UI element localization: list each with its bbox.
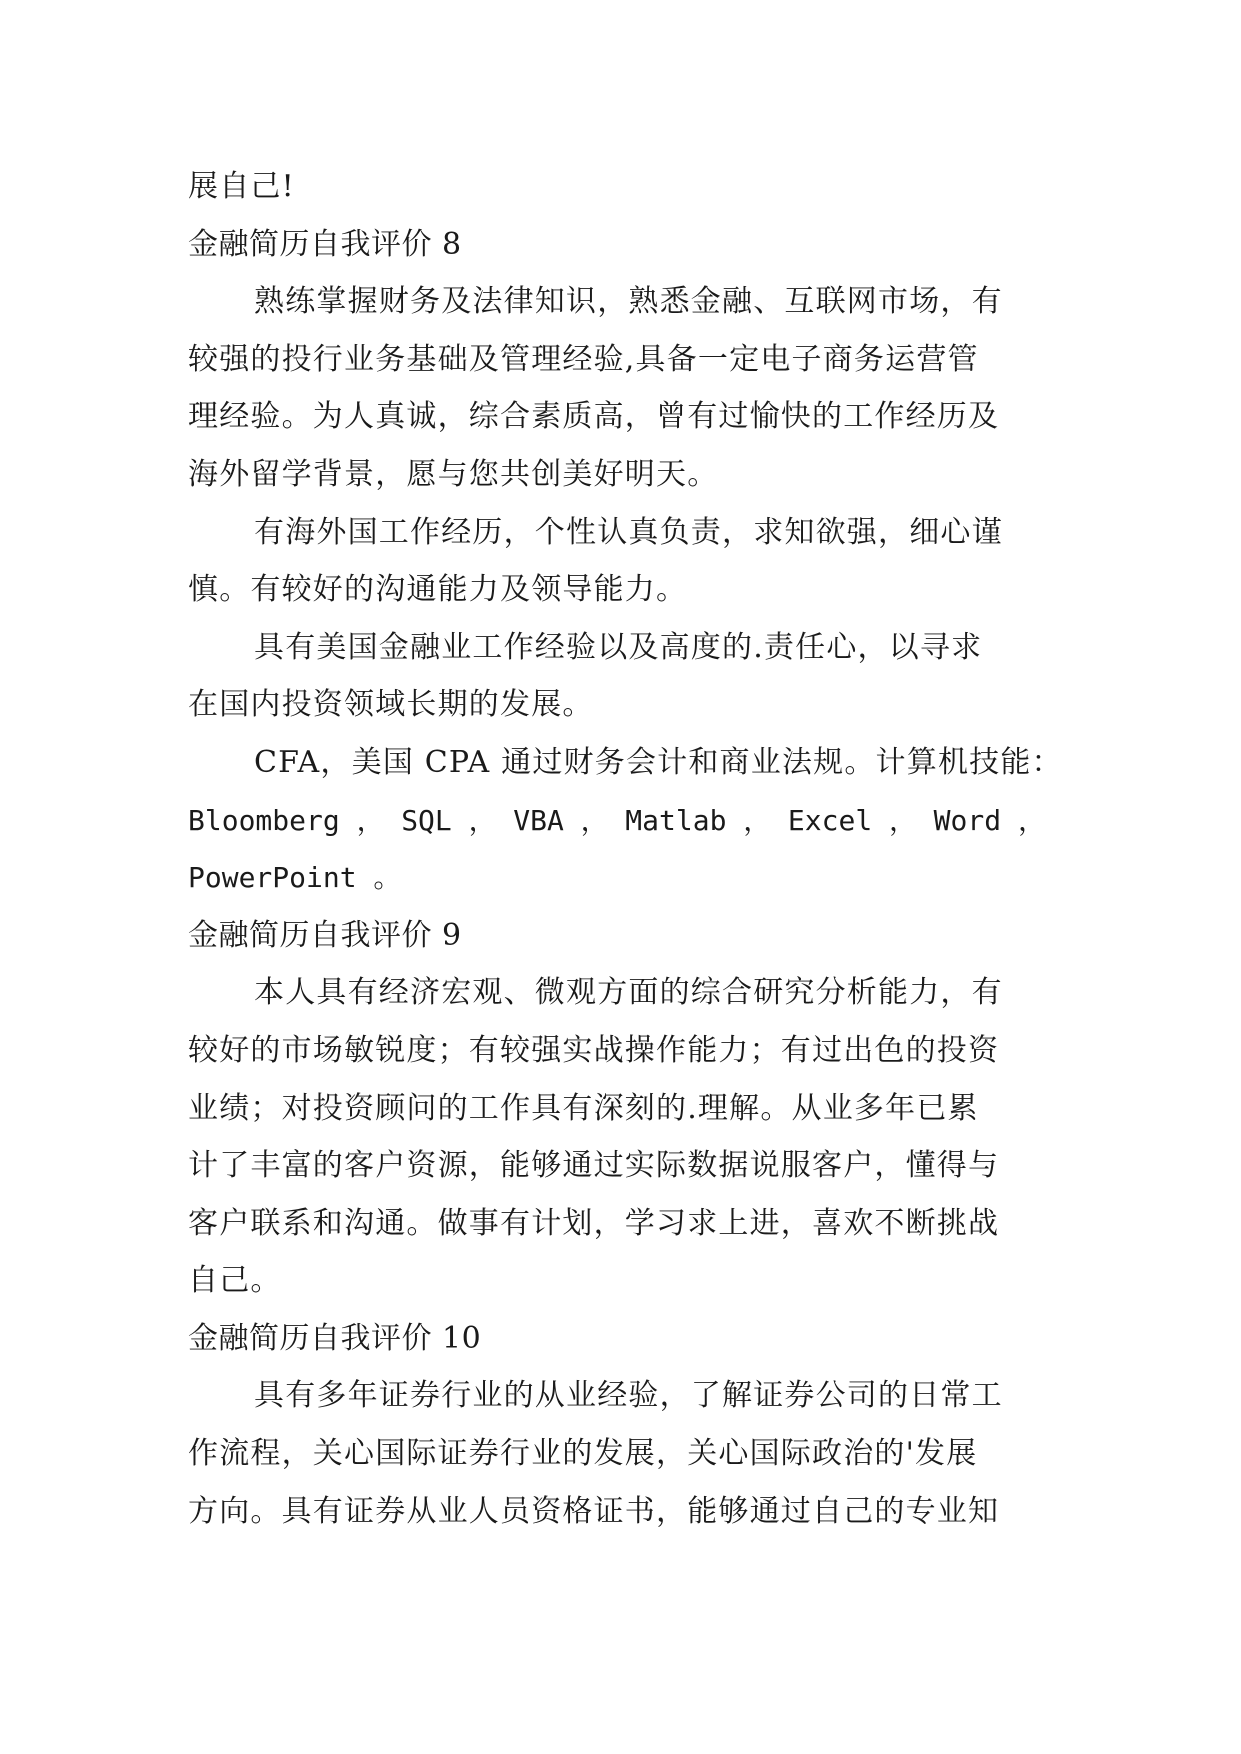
document-body (188, 158, 1063, 1540)
paragraph-line: 作流程，关心国际证券行业的发展，关心国际政治的'发展 (188, 1436, 978, 1472)
paragraph-line: 理经验。为人真诚，综合素质高，曾有过愉快的工作经历及 (188, 399, 1000, 435)
skill-item: VBA ， (513, 803, 609, 837)
skill-item: Excel ， (787, 803, 918, 837)
paragraph-line: 业绩；对投资顾问的工作具有深刻的.理解。从业多年已累 (188, 1090, 979, 1126)
paragraph-line: 熟练掌握财务及法律知识，熟悉金融、互联网市场，有 (254, 284, 1003, 320)
paragraph-line: CFA，美国 CPA 通过财务会计和商业法规。计算机技能： (254, 744, 1063, 780)
skill-item: PowerPoint 。 (188, 861, 402, 895)
paragraph-line: 自己。 (188, 1263, 282, 1299)
paragraph-line: 慎。有较好的沟通能力及领导能力。 (188, 572, 688, 608)
paragraph-line: 展自己! (188, 169, 295, 204)
skill-item: Matlab ， (625, 803, 772, 837)
skills-line (188, 792, 1056, 850)
paragraph-line (188, 849, 1056, 907)
paragraph-line: 计了丰富的客户资源，能够通过实际数据说服客户，懂得与 (188, 1148, 1000, 1184)
paragraph-line: 具有美国金融业工作经验以及高度的.责任心，以寻求 (254, 629, 983, 665)
paragraph-line: 海外留学背景，愿与您共创美好明天。 (188, 456, 719, 492)
paragraph-line: 本人具有经济宏观、微观方面的综合研究分析能力，有 (254, 975, 1003, 1011)
skill-item: Bloomberg ， (188, 803, 385, 837)
paragraph-line: 在国内投资领域长期的发展。 (188, 687, 594, 723)
section-heading-8: 金融简历自我评价 8 (188, 226, 462, 262)
skill-item: SQL ， (401, 803, 497, 837)
skill-item: Word ， (933, 803, 1046, 837)
paragraph-line: 具有多年证券行业的从业经验，了解证券公司的日常工 (254, 1378, 1003, 1414)
paragraph-line: 较好的市场敏锐度；有较强实战操作能力；有过出色的投资 (188, 1032, 1000, 1068)
paragraph-line: 有海外国工作经历，个性认真负责，求知欲强，细心谨 (254, 514, 1003, 550)
section-heading-9: 金融简历自我评价 9 (188, 917, 462, 953)
paragraph-line: 较强的投行业务基础及管理经验,具备一定电子商务运营管 (188, 341, 979, 377)
section-heading-10: 金融简历自我评价 10 (188, 1320, 482, 1356)
paragraph-line: 客户联系和沟通。做事有计划，学习求上进，喜欢不断挑战 (188, 1205, 1000, 1241)
paragraph-line: 方向。具有证券从业人员资格证书，能够通过自己的专业知 (188, 1493, 1000, 1529)
